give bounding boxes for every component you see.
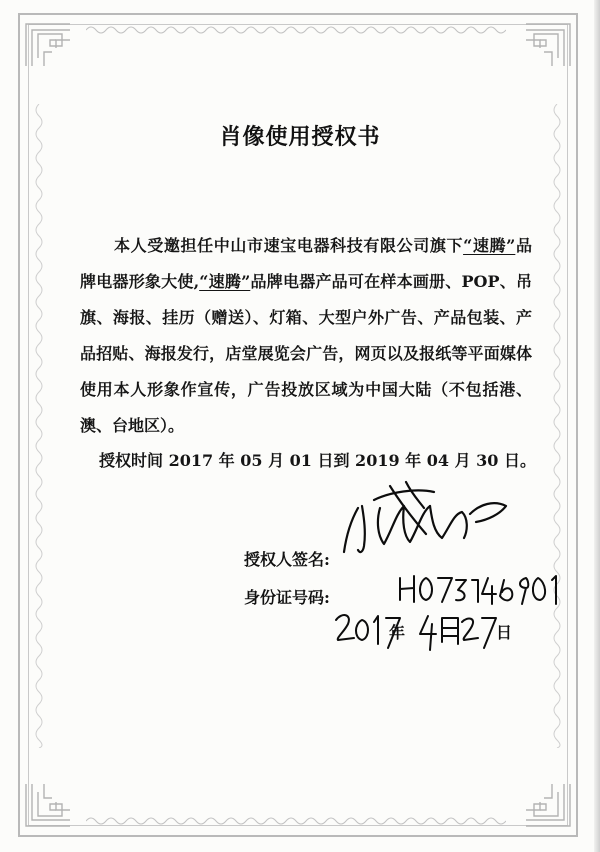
border-pattern-left bbox=[32, 104, 46, 748]
corner-ornament-bottom-right bbox=[522, 780, 574, 832]
brand-name-quoted: “速腾” bbox=[463, 236, 516, 255]
corner-ornament-bottom-left bbox=[22, 780, 74, 832]
corner-ornament-top-right bbox=[522, 18, 574, 70]
year-label: 年 bbox=[389, 623, 406, 642]
corner-ornament-top-left bbox=[22, 18, 74, 70]
paragraph-lead: 本人受邀担任中山市速宝电器科技有限公司旗下 bbox=[114, 236, 464, 255]
border-pattern-top bbox=[86, 23, 506, 37]
paragraph-mid: 品牌电器形象大使, bbox=[80, 236, 532, 291]
signer-label: 授权人签名: bbox=[244, 550, 330, 569]
authorization-term: 授权时间 2017 年 05 月 01 日到 2019 年 04 月 30 日。 bbox=[99, 451, 536, 470]
document-title: 肖像使用授权书 bbox=[219, 125, 381, 150]
day-label: 日 bbox=[496, 623, 513, 642]
handwritten-fields bbox=[330, 558, 570, 658]
brand-name-quoted-2: “速腾” bbox=[199, 272, 251, 291]
handwritten-signature bbox=[330, 478, 530, 558]
id-number-label: 身份证号码: bbox=[244, 588, 330, 607]
authorization-paragraph bbox=[80, 228, 532, 444]
paragraph-tail: 品牌电器产品可在样本画册、POP、吊旗、海报、挂历（赠送）、灯箱、大型户外广告、产品包装、产品招贴、海报发行，店堂展览会广告，网页以及报纸等平面媒体使用本人形象作宣传，广告投放区域为中国大陆（不包括港、澳、台地区）。 bbox=[80, 272, 532, 435]
border-pattern-bottom bbox=[86, 814, 506, 828]
